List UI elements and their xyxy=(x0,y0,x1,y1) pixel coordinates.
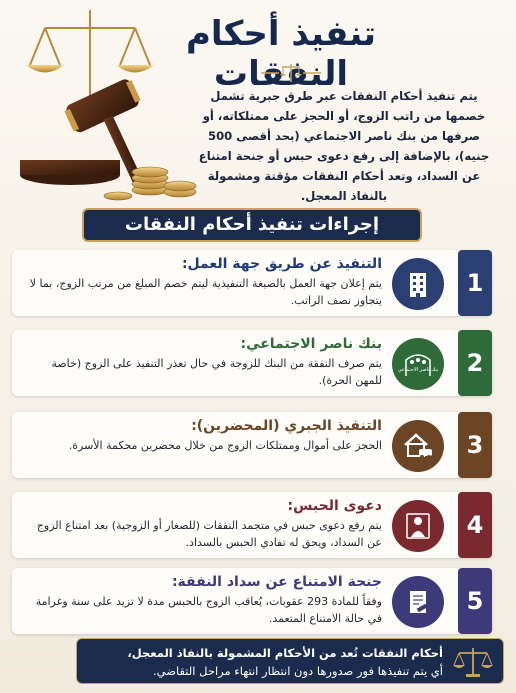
step-body: وفقاً للمادة 293 عقوبات، يُعاقب الزوج بالحبس مدة لا تزيد على سنة وغرامة في حالة الامتناع المتعمد. xyxy=(35,595,382,625)
step-body: يتم صرف النفقة من البنك للزوجة في حال تعذر التنفيذ على الزوج (خاصة للمهن الحرة). xyxy=(51,357,382,387)
step-body: الحجز على أموال وممتلكات الزوج من خلال محضرين محكمة الأسرة. xyxy=(68,439,382,452)
step-body: يتم رفع دعوى حبس في متجمد النفقات (للصغار أو الزوجية) بعد امتناع الزوج عن السداد، ويحق له تفادي الحبس بالسداد. xyxy=(36,519,382,549)
step-number: 4 xyxy=(458,492,492,558)
step-title: بنك ناصر الاجتماعي: xyxy=(240,336,382,352)
step-card xyxy=(12,250,492,316)
house-car-icon xyxy=(392,420,444,472)
document-gavel-icon xyxy=(392,576,444,628)
building-icon xyxy=(392,258,444,310)
intro-paragraph: يتم تنفيذ أحكام النفقات عبر طرق جبرية تشمل خصمها من راتب الزوج، أو الحجز على ممتلكاته، أو صرفها من بنك ناصر الاجتماعي (بحد أقصى 500 جنيه)، بالإضافة إلى رفع دعوى حبس أو جنحة امتناع عن السداد، وتعد أحكام النفقات مؤقتة ومشمولة بالنفاذ المعجل. xyxy=(198,89,490,203)
step-body: يتم إعلان جهة العمل بالصيغة التنفيذية ليتم خصم المبلغ من مرتب الزوج، بما لا يتجاوز نصف الراتب. xyxy=(29,277,382,307)
step-number: 5 xyxy=(458,568,492,634)
footer-note xyxy=(76,638,504,684)
step-title: جنحة الامتناع عن سداد النفقة: xyxy=(171,574,382,590)
bank-icon xyxy=(392,338,444,390)
footer-line-1: أحكام النفقات تُعد من الأحكام المشمولة بالنفاذ المعجل، xyxy=(127,646,443,660)
step-number: 1 xyxy=(458,250,492,316)
step-card xyxy=(12,330,492,396)
step-number: 3 xyxy=(458,412,492,478)
prison-icon xyxy=(392,500,444,552)
step-card xyxy=(12,492,492,558)
step-number: 2 xyxy=(458,330,492,396)
step-card xyxy=(12,568,492,634)
step-title: دعوى الحبس: xyxy=(287,498,382,514)
footer-line-2: أي يتم تنفيذها فور صدورها دون انتظار انتهاء مراحل التقاضي. xyxy=(152,664,443,678)
bank-icon-label: بنك ناصر الاجتماعي xyxy=(398,367,438,373)
procedures-banner: إجراءات تنفيذ أحكام النفقات xyxy=(82,208,422,242)
step-title: التنفيذ الجبري (المحضرين): xyxy=(191,418,382,434)
scale-icon xyxy=(261,62,321,84)
step-title: التنفيذ عن طريق جهة العمل: xyxy=(181,256,382,272)
page-title: تنفيذ أحكام النفقات xyxy=(185,14,377,94)
scale-icon xyxy=(451,645,495,679)
step-card xyxy=(12,412,492,478)
